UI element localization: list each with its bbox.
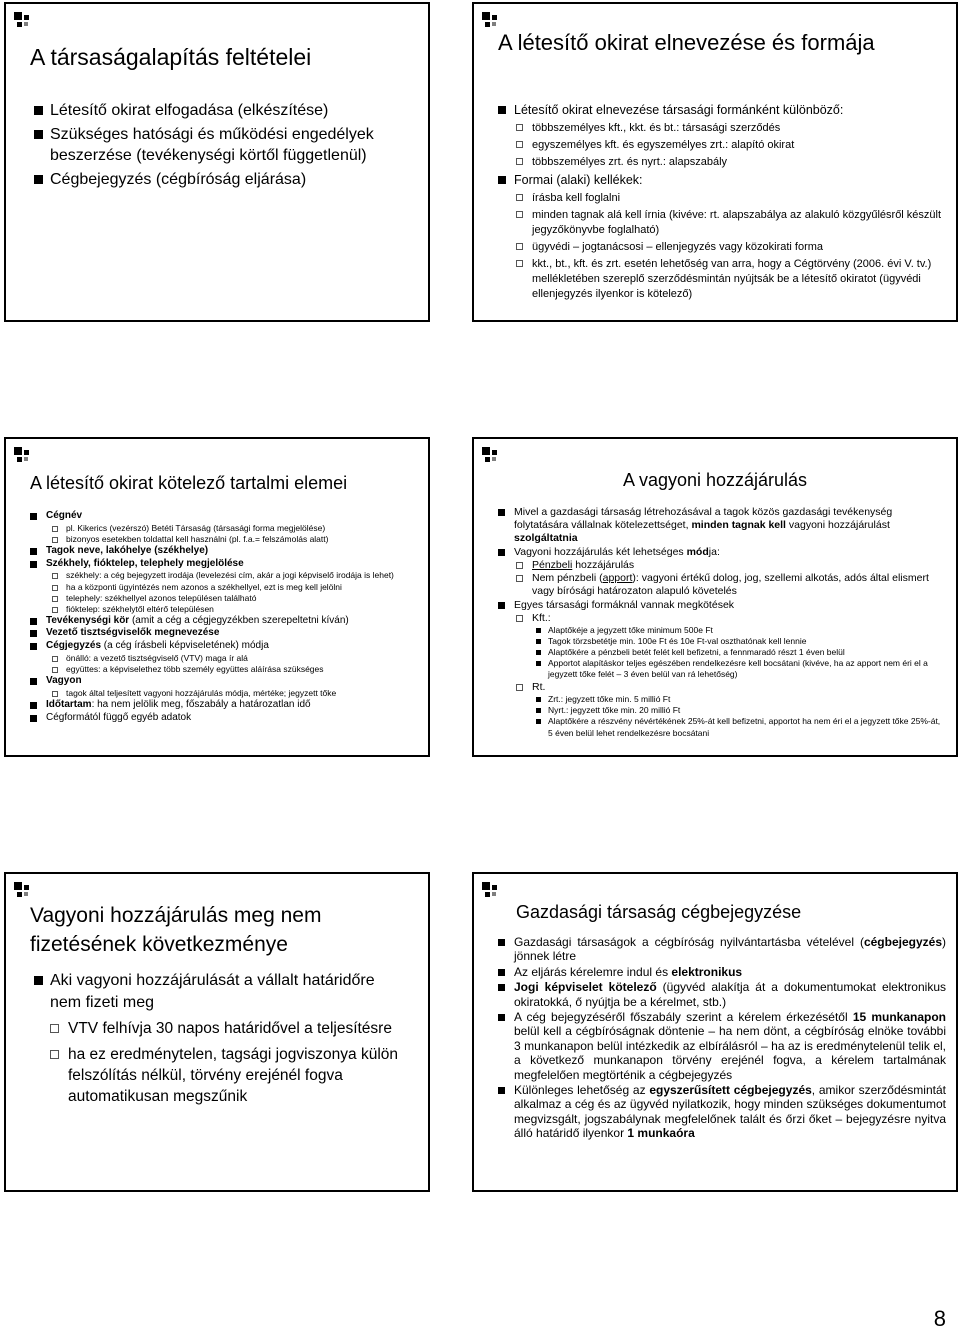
slide-6: [472, 872, 958, 1192]
text: ja:: [708, 546, 720, 559]
bold-text: Jogi képviselet kötelező: [514, 980, 657, 995]
list-item: Cégnév: [46, 510, 418, 523]
text: : ha nem jelölik meg, főszabály a határozatlan idő: [91, 699, 311, 710]
list-item: [46, 615, 418, 628]
list-item: [46, 640, 418, 653]
bold-text: elektronikus: [671, 964, 743, 979]
slide-1: [4, 2, 430, 322]
slide-4: [472, 437, 958, 757]
sub-item: többszemélyes kft., kkt. és bt.: társasági szerződés: [532, 121, 946, 136]
slide-title: A létesítő okirat kötelező tartalmi elemei: [30, 473, 348, 493]
slide-decoration-icon: [14, 12, 36, 34]
sub-item: önálló: a vezető tisztségviselő (VTV) maga ír alá: [66, 653, 418, 664]
sub-item: bizonyos esetekben toldattal kell használni (pl. f.a.= felszámolás alatt): [66, 534, 418, 545]
text: ) jönnek létre: [514, 935, 946, 964]
slide-content: [514, 935, 946, 1141]
slide-content: [46, 510, 418, 725]
slide-title: Vagyoni hozzájárulás meg nem fizetésének következménye: [30, 904, 322, 956]
list-item: Szükséges hatósági és működési engedélyek beszerzése (tevékenységi körtől függetlenül): [50, 124, 422, 166]
slide-title: A létesítő okirat elnevezése és formája: [498, 30, 875, 55]
list-item: [514, 1010, 946, 1082]
list-item: Létesítő okirat elfogadása (elkészítése): [50, 100, 422, 121]
slide-title: A vagyoni hozzájárulás: [622, 470, 808, 490]
slide-content: [514, 100, 946, 302]
bold-text: 15 munkanapon: [852, 1009, 946, 1024]
slide-title: Gazdasági társaság cégbejegyzése: [516, 902, 802, 922]
sub-item: VTV felhívja 30 napos határidővel a teljesítésre: [68, 1018, 410, 1039]
text: , amikor szerződésmintát alkalmaz a cég és az ügyvéd nyilatkozik, hogy minden szükséges dokumentumot megvizsgált, jogszabálynak megfelelőnek talált és őrzi őket – bejegyzésre nyitva álló határidő ilyenkor: [514, 1082, 946, 1141]
slide-5: [4, 872, 430, 1192]
bold-text: cégbejegyzés: [863, 935, 942, 949]
bold-text: Tevékenységi kör: [46, 614, 130, 626]
list-item: [514, 980, 946, 1009]
sub-item: [532, 572, 944, 598]
sub-item: többszemélyes zrt. és nyrt.: alapszabály: [532, 155, 946, 170]
list-item: Cégformától függő egyéb adatok: [46, 712, 418, 725]
slide-content: [50, 970, 410, 1112]
bold-text: mód: [686, 546, 709, 559]
sub-sub-item: Alaptőkéje a jegyzett tőke minimum 500e Ft: [548, 625, 944, 636]
slide-decoration-icon: [482, 882, 504, 904]
sub-item: ügyvédi – jogtanácsosi – ellenjegyzés vagy közokirati forma: [532, 240, 946, 255]
bold-text: Cégjegyzés: [46, 640, 102, 652]
list-item: Székhely, fióktelep, telephely megjelölése: [46, 558, 418, 571]
sub-item: telephely: székhellyel azonos településen található: [66, 593, 418, 604]
slide-content: [50, 100, 422, 193]
list-item: [514, 546, 944, 559]
text: (amit a cég a cégjegyzékben szerepeltetni kíván): [129, 614, 349, 626]
text: ): vagyoni értékű dolog, jog, szellemi alkotás, adós által elismert vagy bírósági határozaton alapuló követelés: [532, 572, 929, 598]
sub-sub-item: Alaptőkére a részvény névértékének 25%-át kell befizetni, apportot ha nem éri el a jegyzett tőke 25%-át, 5 éven belül lehet rendelkezésre bocsátani: [548, 716, 944, 738]
sub-item: kkt., bt., kft. és zrt. esetén lehetőség van arra, hogy a Cégtörvény (2006. évi V. tv.) mellékletében szereplő szerződésmintán nyújtsák be a létesítő okiratot (ügyvédi ellenjegyzés ilyenkor is kötelező): [532, 257, 946, 302]
list-item: Tagok neve, lakóhelye (székhelye): [46, 545, 418, 558]
bold-text: szolgáltatnia: [514, 532, 578, 545]
sub-item: Kft.:: [532, 612, 944, 625]
slide-decoration-icon: [14, 882, 36, 904]
sub-item: pl. Kikerics (vezérszó) Betéti Társaság (társasági forma megjelölése): [66, 523, 418, 534]
list-item: Aki vagyoni hozzájárulását a vállalt határidőre nem fizeti meg: [50, 970, 410, 1014]
bold-text: egyszerűsített cégbejegyzés: [649, 1082, 812, 1097]
sub-item: fióktelep: székhelytől eltérő településen: [66, 604, 418, 615]
list-item: Formai (alaki) kellékek:: [514, 172, 946, 189]
text: Az eljárás kérelemre indul és: [514, 964, 672, 979]
page-number: 8: [933, 1306, 946, 1331]
slide-2: [472, 2, 958, 322]
sub-item: székhely: a cég bejegyzett irodája (levelezési cím, akár a jogi képviselő irodája is lehet): [66, 570, 418, 581]
text: Gazdasági társaságok a cégbíróság nyilvántartásba vételével (: [514, 935, 864, 949]
sub-item: ha a központi ügyintézés nem azonos a székhellyel, ezt is meg kell jelölni: [66, 582, 418, 593]
text: Mivel a gazdasági társaság létrehozásával a tagok közös gazdasági tevékenység folytatására vállalnak kötelezettséget,: [514, 506, 893, 532]
sub-item: tagok által teljesített vagyoni hozzájárulás módja, mértéke; jegyzett tőke: [66, 688, 418, 699]
sub-item: minden tagnak alá kell írnia (kivéve: rt. alapszabálya az alakuló közgyűlésről készült jegyzőkönyvbe foglalható): [532, 208, 946, 238]
bold-text: minden tagnak kell: [691, 519, 786, 532]
sub-sub-item: Zrt.: jegyzett tőke min. 5 millió Ft: [548, 694, 944, 705]
sub-sub-item: Apportot alapításkor teljes egészében rendelkezésre kell bocsátani (kivéve, ha az apport nem éri el a jegyzett tőke felét – 3 éven belül van rá lehetőség): [548, 658, 944, 680]
text: Nem pénzbeli (: [532, 572, 603, 585]
text: Vagyoni hozzájárulás két lehetséges: [514, 546, 687, 559]
sub-sub-item: Tagok törzsbetétje min. 100e Ft és 10e Ft-val oszthatónak kell lennie: [548, 636, 944, 647]
text: (ügyvéd alakítja át a dokumentumokat elektronikus okiratokká, ő nyújtja be a kérelmet, stb.): [514, 980, 946, 1009]
bold-text: 1 munkaóra: [627, 1126, 695, 1141]
list-item: [514, 935, 946, 964]
text: A cég bejegyzéséről főszabály szerint a kérelem érkezésétől: [514, 1009, 853, 1024]
list-item: Létesítő okirat elnevezése társasági formánként különböző:: [514, 102, 946, 119]
slide-title: A társaságalapítás feltételei: [30, 44, 312, 70]
text: hozzájárulás: [572, 559, 635, 572]
list-item: Egyes társasági formáknál vannak megkötések: [514, 599, 944, 612]
list-item: [46, 699, 418, 712]
sub-item: együttes: a képviselethez több személy együttes aláírása szükséges: [66, 664, 418, 675]
text: vagyoni hozzájárulást: [785, 519, 890, 532]
slide-content: [514, 506, 944, 739]
sub-sub-item: Alaptőkére a pénzbeli betét felét kell befizetni, a fennmaradó részt 1 éven belül: [548, 647, 944, 658]
slide-decoration-icon: [482, 447, 504, 469]
list-item: [514, 965, 946, 979]
slide-decoration-icon: [14, 447, 36, 469]
sub-item: egyszemélyes kft. és egyszemélyes zrt.: alapító okirat: [532, 138, 946, 153]
sub-item: írásba kell foglalni: [532, 191, 946, 206]
bold-text: Időtartam: [46, 699, 92, 710]
sub-item: ha ez eredménytelen, tagsági jogviszonya külön felszólítás nélkül, törvény erejénél fogva automatikusan megszűnik: [68, 1044, 410, 1108]
sub-item: Rt.: [532, 681, 944, 694]
sub-sub-item: Nyrt.: jegyzett tőke min. 20 millió Ft: [548, 705, 944, 716]
list-item: Cégbejegyzés (cégbíróság eljárása): [50, 169, 422, 190]
slide-3: [4, 437, 430, 757]
sub-item: [532, 559, 944, 572]
list-item: Vezető tisztségviselők megnevezése: [46, 627, 418, 640]
list-item: [514, 1083, 946, 1141]
list-item: [514, 506, 944, 545]
underlined-text: Pénzbeli: [532, 559, 573, 572]
underlined-text: apport: [602, 572, 633, 585]
text: (a cég írásbeli képviseletének) módja: [101, 640, 269, 652]
text: belül kell a cégbíróságnak döntenie – ha nem dönt, a cégbíróság elnöke további 3 munkanapon belül intézkedik az elbírálásról – ha az is eredménytelenül telik el, a következő munkanapon törvény erejénél fogva, a kérelem tartalmának megfelelően megtörténik a cégbejegyzés: [514, 1024, 946, 1082]
text: Különleges lehetőség az: [514, 1082, 650, 1097]
list-item: Vagyon: [46, 675, 418, 688]
